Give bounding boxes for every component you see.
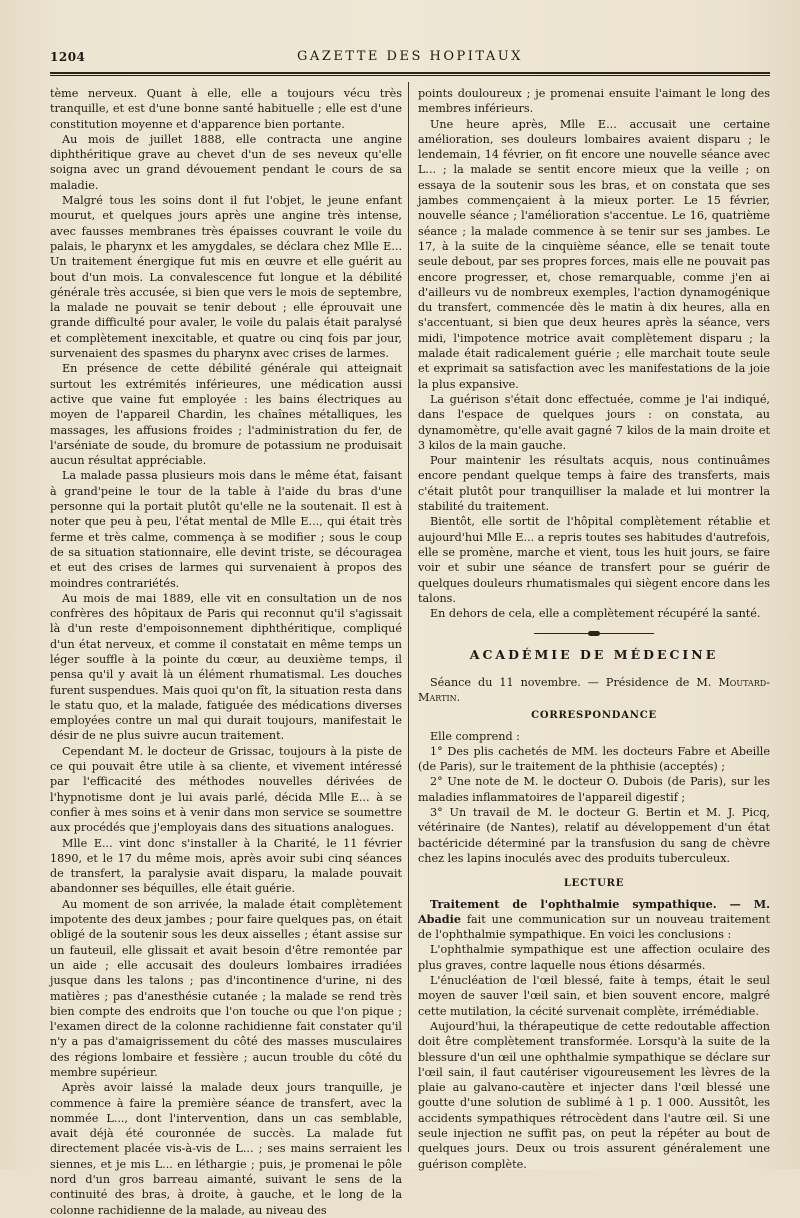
reading-text: fait une communication sur un nouveau traitement de l'ophthalmie sympathique. En voici les conclusions : xyxy=(418,912,771,942)
left-column xyxy=(50,86,402,1218)
paragraph: Elle comprend : xyxy=(430,729,520,743)
column-divider xyxy=(408,82,409,1152)
paragraph: points douloureux ; je promenai ensuite l'aimant le long des membres inférieurs. xyxy=(418,87,770,116)
paragraph: tème nerveux. Quant à elle, elle a toujours vécu très tranquille, et est d'une bonne santé habituelle ; elle est d'une constitution moyenne et d'apparence bien portante. xyxy=(50,87,402,131)
paragraph: La guérison s'était donc effectuée, comme je l'ai indiqué, dans l'espace de quelques jours : on constata, au dynamomètre, qu'elle avait gagné 7 kilos de la main droite et 3 kilos de la main gauche. xyxy=(418,392,770,452)
paragraph: L'ophthalmie sympathique est une affection oculaire des plus graves, contre laquelle nous étions désarmés. xyxy=(418,943,770,972)
running-title: GAZETTE DES HOPITAUX xyxy=(297,49,523,64)
paragraph: Une heure après, Mlle E... accusait une certaine amélioration, ses douleurs lombaires avaient disparu ; le lendemain, 14 février, on fit encore une nouvelle séance avec L... ; la malade se sentit encore mieux que la veille ; on essaya de la soutenir sous les bras, et on constata que ses jambes commençaient à la mieux porter. Le 15 février, nouvelle séance ; l'amélioration s'accentue. Le 16, quatrième séance ; la malade commence à se tenir sur ses jambes. Le 17, à la suite de la cinquième séance, elle se tenait toute seule debout, par ses propres forces, mais elle ne pouvait pas encore progresser, et, chose remarquable, comme j'en ai d'ailleurs vu de nombreux exemples, l'action dynamogénique du transfert, commencée dès le matin à dix heures, alla en s'accentuant, si bien que deux heures après la séance, vers midi, l'impotence motrice avait complètement disparu ; la malade était radicalement guérie ; elle marchait toute seule et exprimait sa satisfaction avec les manifestations de la joie la plus expansive. xyxy=(418,117,770,391)
paragraph: En dehors de cela, elle a complètement récupéré la santé. xyxy=(430,607,761,621)
reading-heading: LECTURE xyxy=(563,878,625,890)
reading-title: Traitement de l'ophthalmie sympathique. — M. Abadie xyxy=(418,896,770,926)
section-title: ACADÉMIE DE MÉDECINE xyxy=(469,647,719,663)
right-column xyxy=(418,86,770,1172)
paragraph: Pour maintenir les résultats acquis, nous continuâmes encore pendant quelque temps à faire des transferts, mais c'était plutôt pour tranquilliser la malade et lui montrer la stabilité du traitement. xyxy=(418,454,770,514)
list-item: 2° Une note de M. le docteur O. Dubois (de Paris), sur les maladies inflammatoires de l'appareil digestif ; xyxy=(418,775,770,804)
reading-lead xyxy=(418,897,770,943)
list-item: 1° Des plis cachetés de MM. les docteurs Fabre et Abeille (de Paris), sur le traitement de la phthisie (acceptés) ; xyxy=(418,744,770,774)
session-president: Moutard-Martin. xyxy=(418,675,770,704)
session-prefix: Séance du 11 novembre. — Présidence de M. xyxy=(430,675,719,689)
header-rule xyxy=(50,72,770,76)
paragraph: La malade passa plusieurs mois dans le même état, faisant à grand'peine le tour de la table à l'aide du bras d'une personne qui la portait plutôt qu'elle ne la soutenait. Il est à noter que peu à peu, l'état mental de Mlle E..., qui était très ferme et très calme, commença à se modifier ; sous le coup de sa situation stationnaire, elle devint triste, se découragea et eut des crises de larmes qui survenaient à propos des moindres contrariétés. xyxy=(50,469,402,590)
paragraph: Malgré tous les soins dont il fut l'objet, le jeune enfant mourut, et quelques jours après une angine très intense, avec fausses membranes très épaisses couvrant le voile du palais, le pharynx et les amygdales, se déclara chez Mlle E... Un traitement énergique fut mis en œuvre et elle guérit au bout d'un mois. La convalescence fut longue et la débilité générale très accusée, si bien que vers le mois de septembre, la malade ne pouvait se tenir debout ; elle éprouvait une grande difficulté pour avaler, le voile du palais était paralysé et complètement inexcitable, et quatre ou cinq fois par jour, survenaient des spasmes du pharynx avec crises de larmes. xyxy=(50,194,402,361)
section-separator xyxy=(534,631,654,637)
paragraph: Après avoir laissé la malade deux jours tranquille, je commence à faire la première séance de transfert, avec la nommée L..., dont l'intervention, dans un cas semblable, avait déjà été couronnée de succès. La malade fut directement placée vis-à-vis de L... ; ses mains serraient les siennes, et je mis L... en léthargie ; puis, je promenai le pôle nord d'un gros barreau aimanté, suivant le sens de la continuité des bras, à droite, à gauche, et le long de la colonne rachidienne de la malade, au niveau des xyxy=(50,1081,402,1217)
paragraph: Cependant M. le docteur de Grissac, toujours à la piste de ce qui pouvait être utile à sa cliente, et vivement intéressé par l'efficacité des méthodes nouvelles dérivées de l'hypnotisme dont je lui avais parlé, décida Mlle E... à se confier à mes soins et à venir dans mon service se soumettre aux procédés que j'employais dans des situations analogues. xyxy=(50,744,402,835)
paragraph: Au moment de son arrivée, la malade était complètement impotente des deux jambes ; pour faire quelques pas, on était obligé de la soutenir sous les deux aisselles ; étant assise sur un fauteuil, elle glissait et avait besoin d'être remontée par un aide ; elle accusait des douleurs lombaires irradiées jusque dans les talons ; pas d'incontinence d'urine, ni des matières ; pas d'anesthésie cutanée ; la malade se rend très bien compte des endroits que l'on touche ou que l'on pique ; l'examen direct de la colonne rachidienne fait constater qu'il n'y a pas d'amaigrissement du côté des masses musculaires des régions lombaire et fessière ; aucun trouble du côté du membre supérieur. xyxy=(50,897,402,1079)
page-header xyxy=(50,44,770,68)
correspondence-heading: CORRESPONDANCE xyxy=(531,710,657,722)
paragraph: Au mois de mai 1889, elle vit en consultation un de nos confrères des hôpitaux de Paris qui reconnut qu'il s'agissait là d'un reste d'empoisonnement diphthéritique, compliqué d'un état nerveux, et comme il constatait en même temps un léger souffle à la pointe du cœur, au deuxième temps, il pensa qu'il y avait là un élément rhumatismal. Les douches furent suspendues. Mais quoi qu'on fît, la situation resta dans le statu quo, et la malade, fatiguée des médications diverses employées contre un mal qui durait toujours, manifestait le désir de ne plus suivre aucun traitement. xyxy=(50,591,402,743)
paragraph: Bientôt, elle sortit de l'hôpital complètement rétablie et aujourd'hui Mlle E... a repris toutes ses habitudes d'autrefois, elle se promène, marche et vient, tous les huit jours, se faire voir et subir une séance de transfert pour se guérir de quelques douleurs rhumatismales qui siègent encore dans les talons. xyxy=(418,515,770,605)
page-number: 1204 xyxy=(50,50,86,64)
session-line xyxy=(418,675,770,706)
paragraph: Mlle E... vint donc s'installer à la Charité, le 11 février 1890, et le 17 du même mois, après avoir subi cinq séances de transfert, la paralysie avait disparu, la malade pouvait abandonner ses béquilles, elle était guérie. xyxy=(50,836,402,896)
list-item: 3° Un travail de M. le docteur G. Bertin et M. J. Picq, vétérinaire (de Nantes), relatif au développement d'un état bactéricide déterminé par la transfusion du sang de chèvre chez les lapins inoculés avec des produits tuberculeux. xyxy=(418,806,770,865)
paragraph: Aujourd'hui, la thérapeutique de cette redoutable affection doit être complètement transformée. Lorsqu'à la suite de la blessure d'un œil une ophthalmie sympathique se déclare sur l'œil sain, il faut cautériser vigoureusement les lèvres de la plaie au galvano-cautère et injecter dans l'œil blessé une goutte d'une solution de sublimé à 1 p. 1 000. Aussitôt, les accidents sympathiques rétrocèdent dans l'autre œil. Si une seule injection ne suffit pas, on peut la répéter au bout de quelques jours. Deux ou trois assurent généralement une guérison complète. xyxy=(418,1019,770,1171)
paragraph: L'énucléation de l'œil blessé, faite à temps, était le seul moyen de sauver l'œil sain, et bien souvent encore, malgré cette mutilation, la cécité survenait complète, irrémédiable. xyxy=(418,974,770,1018)
paragraph: Au mois de juillet 1888, elle contracta une angine diphthéritique grave au chevet d'un de ses neveux qu'elle soigna avec un grand dévouement pendant le cours de sa maladie. xyxy=(50,132,402,192)
paragraph: En présence de cette débilité générale qui atteignait surtout les extrémités inférieures, une médication aussi active que vaine fut employée : les bains électriques au moyen de l'appareil Chardin, les chaînes métalliques, les massages, les affusions froides ; l'administration du fer, de l'arséniate de soude, du bromure de potassium ne produisait aucun résultat appréciable. xyxy=(50,362,402,468)
